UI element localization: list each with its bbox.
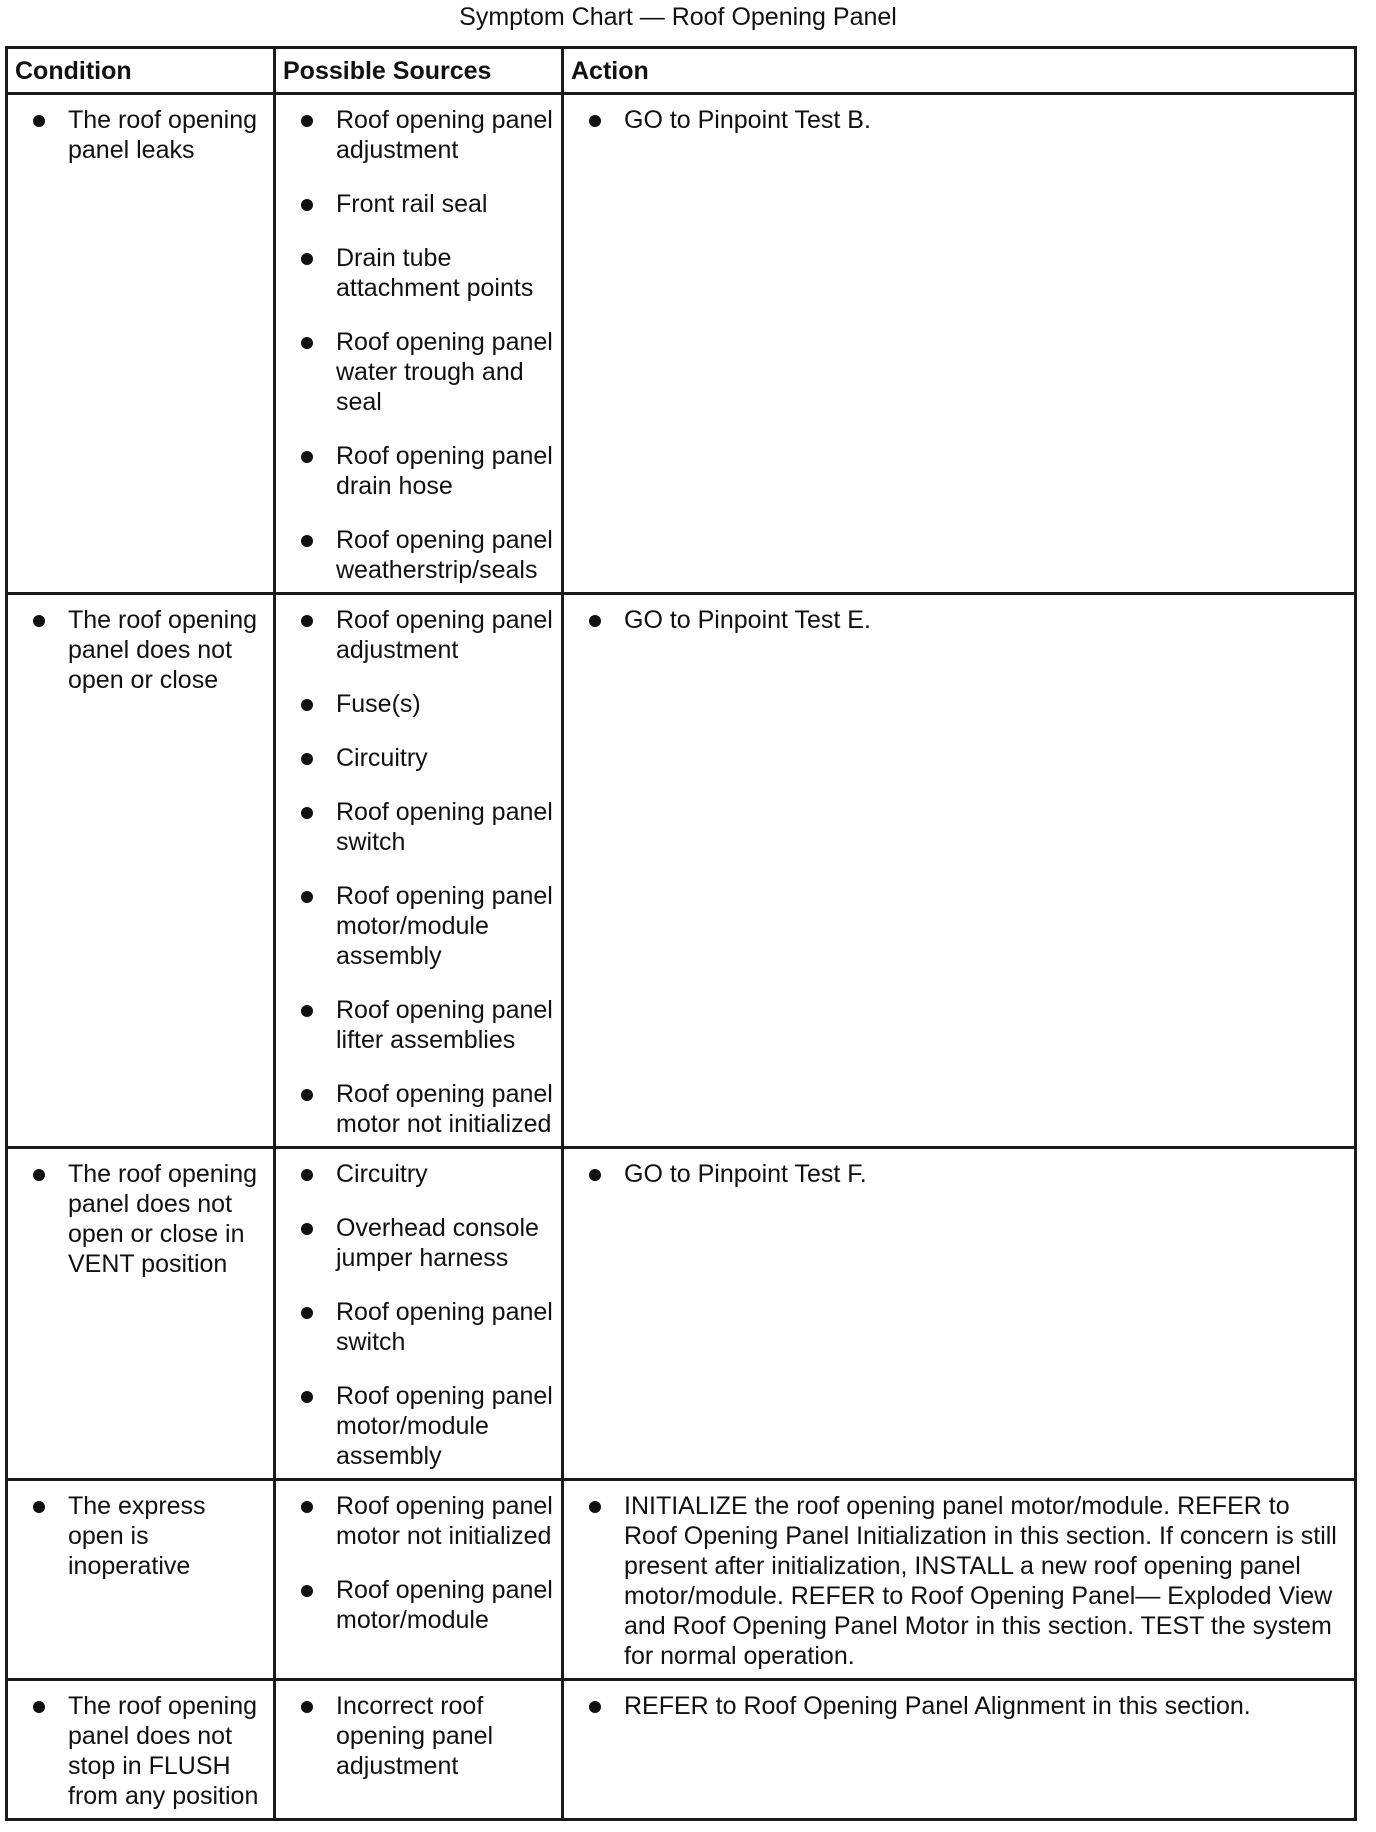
action-list — [584, 605, 1348, 635]
condition-cell — [7, 94, 275, 594]
source-item: Roof opening panel motor not initialized — [296, 1491, 555, 1551]
action-text: GO to Pinpoint Test B. — [584, 105, 1348, 135]
source-item: Incorrect roof opening panel adjustment — [296, 1691, 555, 1781]
action-text: GO to Pinpoint Test E. — [584, 605, 1348, 635]
condition-list — [28, 1159, 267, 1279]
action-list — [584, 1159, 1348, 1189]
source-item: Drain tube attachment points — [296, 243, 555, 303]
source-item: Roof opening panel lifter assemblies — [296, 995, 555, 1055]
column-header-condition: Condition — [7, 48, 275, 94]
action-list — [584, 1491, 1348, 1671]
source-item: Roof opening panel water trough and seal — [296, 327, 555, 417]
condition-text: The roof opening panel does not open or close — [28, 605, 267, 695]
sources-list — [296, 1691, 555, 1781]
sources-cell — [275, 594, 563, 1148]
table-row — [7, 1480, 1356, 1680]
source-item: Roof opening panel switch — [296, 797, 555, 857]
action-cell — [563, 94, 1356, 594]
source-item: Roof opening panel motor/module — [296, 1575, 555, 1635]
condition-list — [28, 1691, 267, 1811]
sources-cell — [275, 1480, 563, 1680]
action-cell — [563, 1480, 1356, 1680]
condition-cell — [7, 1680, 275, 1820]
sources-cell — [275, 1680, 563, 1820]
source-item: Circuitry — [296, 1159, 555, 1189]
condition-cell — [7, 594, 275, 1148]
column-header-action: Action — [563, 48, 1356, 94]
source-item: Front rail seal — [296, 189, 555, 219]
symptom-table — [5, 46, 1357, 1821]
table-row — [7, 94, 1356, 594]
condition-text: The roof opening panel does not stop in FLUSH from any position — [28, 1691, 267, 1811]
source-item: Roof opening panel motor/module assembly — [296, 881, 555, 971]
header-row — [7, 48, 1356, 94]
source-item: Roof opening panel weatherstrip/seals — [296, 525, 555, 585]
source-item: Roof opening panel drain hose — [296, 441, 555, 501]
action-cell — [563, 1680, 1356, 1820]
action-list — [584, 105, 1348, 135]
sources-cell — [275, 1148, 563, 1480]
sources-list — [296, 605, 555, 1139]
table-row — [7, 594, 1356, 1148]
condition-cell — [7, 1148, 275, 1480]
chart-title: Symptom Chart — Roof Opening Panel — [459, 3, 897, 31]
source-item: Fuse(s) — [296, 689, 555, 719]
condition-list — [28, 1491, 267, 1581]
table-row — [7, 1680, 1356, 1820]
source-item: Roof opening panel motor/module assembly — [296, 1381, 555, 1471]
sources-list — [296, 1159, 555, 1471]
source-item: Roof opening panel adjustment — [296, 605, 555, 665]
column-header-sources: Possible Sources — [275, 48, 563, 94]
source-item: Overhead console jumper harness — [296, 1213, 555, 1273]
action-cell — [563, 1148, 1356, 1480]
source-item: Roof opening panel adjustment — [296, 105, 555, 165]
table-row — [7, 1148, 1356, 1480]
action-list — [584, 1691, 1348, 1721]
source-item: Roof opening panel switch — [296, 1297, 555, 1357]
condition-list — [28, 105, 267, 165]
sources-cell — [275, 94, 563, 594]
action-text: INITIALIZE the roof opening panel motor/module. REFER to Roof Opening Panel Initialization in this section. If concern is still present after initialization, INSTALL a new roof opening panel motor/module. REFER to Roof Opening Panel— Exploded View and Roof Opening Panel Motor in this section. TEST the system for normal operation. — [584, 1491, 1348, 1671]
action-text: GO to Pinpoint Test F. — [584, 1159, 1348, 1189]
sources-list — [296, 105, 555, 585]
table-body — [7, 94, 1356, 1820]
condition-text: The roof opening panel does not open or close in VENT position — [28, 1159, 267, 1279]
condition-cell — [7, 1480, 275, 1680]
condition-list — [28, 605, 267, 695]
action-text: REFER to Roof Opening Panel Alignment in this section. — [584, 1691, 1348, 1721]
sources-list — [296, 1491, 555, 1635]
condition-text: The roof opening panel leaks — [28, 105, 267, 165]
condition-text: The express open is inoperative — [28, 1491, 267, 1581]
source-item: Circuitry — [296, 743, 555, 773]
source-item: Roof opening panel motor not initialized — [296, 1079, 555, 1139]
action-cell — [563, 594, 1356, 1148]
